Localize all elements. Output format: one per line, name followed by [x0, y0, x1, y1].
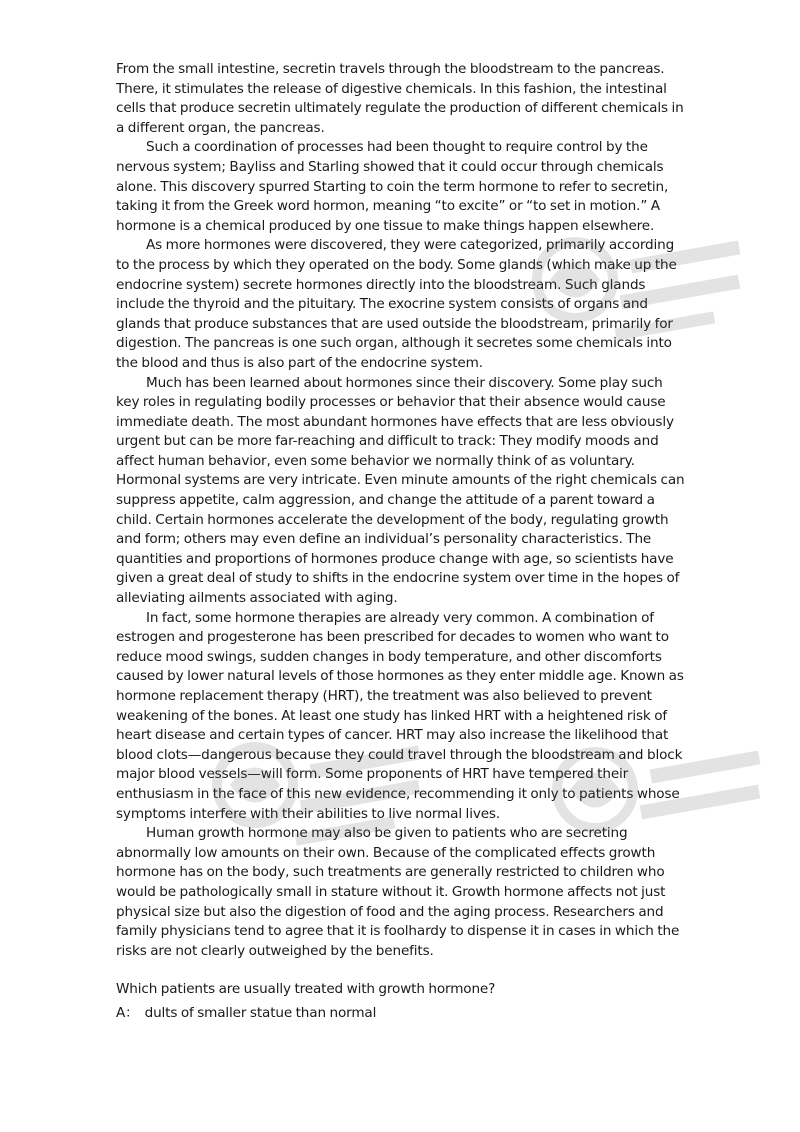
document-page	[116, 60, 686, 1024]
option-text: dults of smaller statue than normal	[144, 1004, 377, 1021]
paragraph-1: From the small intestine, secretin travels through the bloodstream to the pancreas. There, it stimulates the release of digestive chemicals. In this fashion, the intestinal cells that produce secretin ultimately regulate the production of different chemicals in a different organ, the pancreas.	[116, 61, 684, 136]
paragraph-3: As more hormones were discovered, they were categorized, primarily according to the process by which they operated on the body. Some glands (which make up the endocrine system) secrete hormones directly into the bloodstream. Such glands include the thyroid and the pituitary. The exocrine system consists of organs and glands that produce substances that are used outside the bloodstream, primarily for digestion. The pancreas is one such organ, although it secretes some chemicals into the blood and thus is also part of the endocrine system.	[116, 237, 677, 371]
option-letter: A：	[116, 1004, 139, 1021]
paragraph-6: Human growth hormone may also be given to patients who are secreting abnormally low amounts on their own. Because of the complicated effects growth hormone has on the body, such treatments are generally restricted to children who would be pathologically small in stature without it. Growth hormone affects not just physical size but also the digestion of food and the aging process. Researchers and family physicians tend to agree that it is foolhardy to dispense it in cases in which the risks are not clearly outweighed by the benefits.	[116, 825, 680, 959]
paragraph-2: Such a coordination of processes had been thought to require control by the nervous system; Bayliss and Starling showed that it could occur through chemicals alone. This discovery spurred Starting to coin the term hormone to refer to secretin, taking it from the Greek word hormon, meaning “to excite” or “to set in motion.” A hormone is a chemical produced by one tissue to make things happen elsewhere.	[116, 139, 669, 234]
answer-option-a[interactable]	[116, 1004, 686, 1024]
paragraph-4: Much has been learned about hormones since their discovery. Some play such key roles in regulating bodily processes or behavior that their absence would cause immediate death. The most abundant hormones have effects that are less obviously urgent but can be more far-reaching and difficult to track: They modify moods and affect human behavior, even some behavior we normally think of as voluntary. Hormonal systems are very intricate. Even minute amounts of the right chemicals can suppress appetite, calm aggression, and change the attitude of a parent toward a child. Certain hormones accelerate the development of the body, regulating growth and form; others may even define an individual’s personality characteristics. The quantities and proportions of hormones produce change with age, so scientists have given a great deal of study to shifts in the endocrine system over time in the hopes of alleviating ailments associated with aging.	[116, 374, 685, 607]
question-text: Which patients are usually treated with growth hormone?	[116, 981, 496, 998]
paragraph-5: In fact, some hormone therapies are already very common. A combination of estrogen and progesterone has been prescribed for decades to women who want to reduce mood swings, sudden changes in body temperature, and other discomforts caused by lower natural levels of those hormones as they enter middle age. Known as hormone replacement therapy (HRT), the treatment was also believed to prevent weakening of the bones. At least one study has linked HRT with a heightened risk of heart disease and certain types of cancer. HRT may also increase the likelihood that blood clots—dangerous because they could travel through the bloodstream and block major blood vessels—will form. Some proponents of HRT have tempered their enthusiasm in the face of this new evidence, recommending it only to patients whose symptoms interfere with their abilities to live normal lives.	[116, 609, 684, 822]
